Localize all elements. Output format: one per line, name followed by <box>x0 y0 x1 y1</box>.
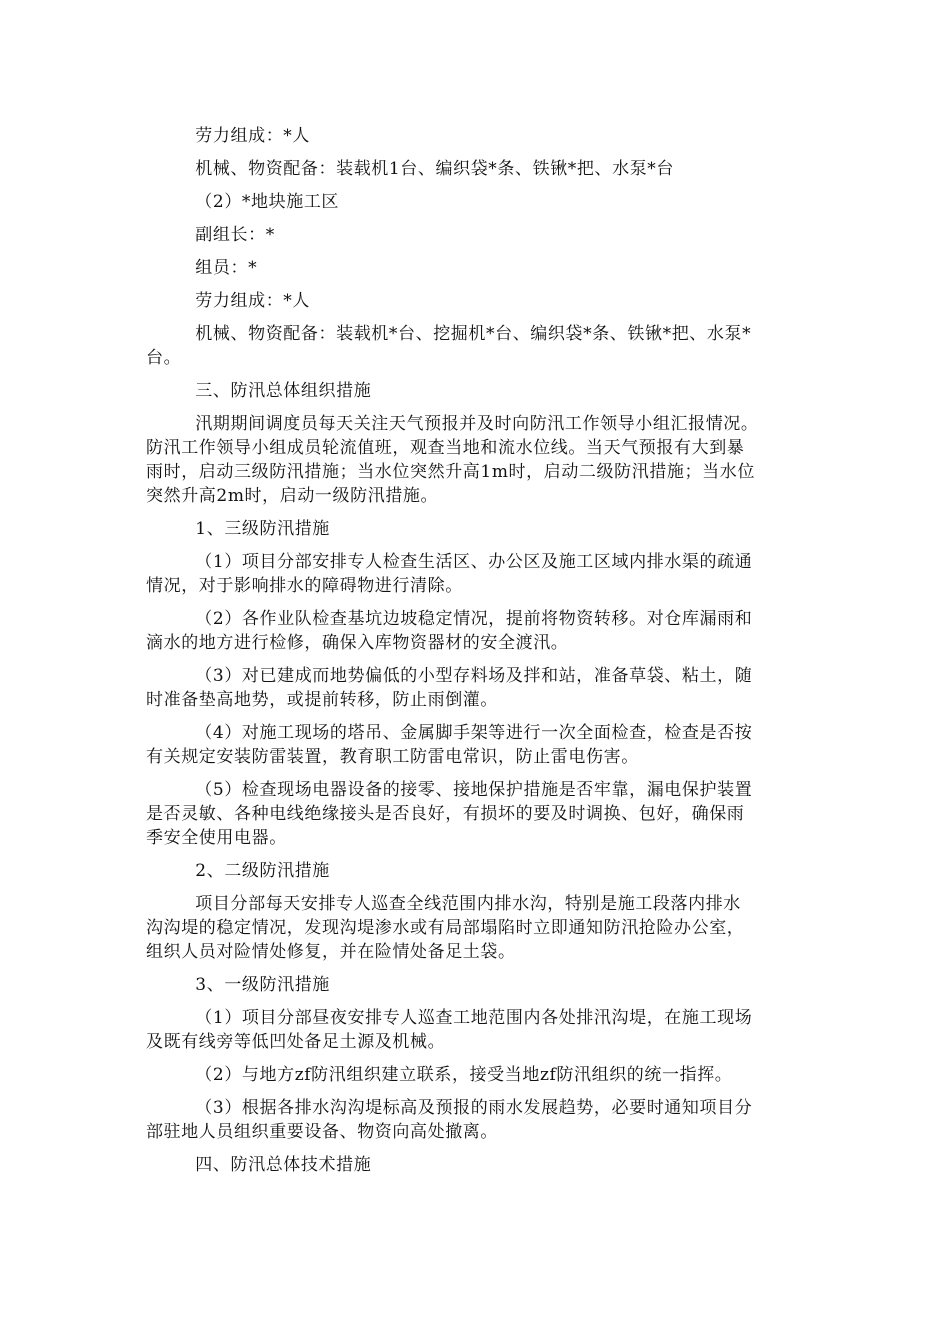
text-line: 及既有线旁等低凹处备足土源及机械。 <box>146 1032 446 1052</box>
paragraph <box>146 550 812 598</box>
text-line: 突然升高2m时，启动一级防汛措施。 <box>146 486 439 506</box>
text-line: （1）项目分部昼夜安排专人巡查工地范围内各处排汛沟堤，在施工现场 <box>195 1008 753 1028</box>
text-line: 机械、物资配备：装载机*台、挖掘机*台、编织袋*条、铁锹*把、水泵* <box>195 324 752 344</box>
paragraph <box>146 1096 812 1144</box>
paragraph <box>146 1006 812 1054</box>
text-line: 2、二级防汛措施 <box>195 861 330 881</box>
paragraph <box>146 859 812 883</box>
text-line: 1、三级防汛措施 <box>195 519 330 539</box>
paragraph <box>146 223 812 247</box>
text-line: 机械、物资配备：装载机1台、编织袋*条、铁锹*把、水泵*台 <box>195 159 675 179</box>
paragraph <box>146 379 812 403</box>
text-line: （2）与地方zf防汛组织建立联系，接受当地zf防汛组织的统一指挥。 <box>195 1065 733 1085</box>
text-line: 情况，对于影响排水的障碍物进行清除。 <box>146 576 463 596</box>
paragraph <box>146 322 812 370</box>
text-line: 沟沟堤的稳定情况，发现沟堤渗水或有局部塌陷时立即通知防汛抢险办公室， <box>146 918 745 938</box>
text-line: 雨时，启动三级防汛措施；当水位突然升高1m时，启动二级防汛措施；当水位 <box>146 462 755 482</box>
text-line: 副组长：* <box>195 225 275 245</box>
paragraph <box>146 124 812 148</box>
paragraph <box>146 664 812 712</box>
text-line: 三、防汛总体组织措施 <box>195 381 372 401</box>
text-line: （2）各作业队检查基坑边坡稳定情况，提前将物资转移。对仓库漏雨和 <box>195 609 753 629</box>
text-line: 劳力组成：*人 <box>195 126 310 146</box>
paragraph <box>146 157 812 181</box>
text-line: （3）根据各排水沟沟堤标高及预报的雨水发展趋势，必要时通知项目分 <box>195 1098 753 1118</box>
paragraph <box>146 721 812 769</box>
text-line: 季安全使用电器。 <box>146 828 287 848</box>
document-page <box>146 124 812 1186</box>
paragraph <box>146 1063 812 1087</box>
text-line: 四、防汛总体技术措施 <box>195 1155 372 1175</box>
text-line: 组员：* <box>195 258 258 278</box>
text-line: （4）对施工现场的塔吊、金属脚手架等进行一次全面检查，检查是否按 <box>195 723 753 743</box>
paragraph <box>146 190 812 214</box>
paragraph <box>146 892 812 964</box>
paragraph <box>146 256 812 280</box>
paragraph <box>146 607 812 655</box>
text-line: 组织人员对险情处修复，并在险情处备足土袋。 <box>146 942 516 962</box>
paragraph <box>146 778 812 850</box>
paragraph <box>146 1153 812 1177</box>
text-line: （3）对已建成而地势偏低的小型存料场及拌和站，准备草袋、粘土，随 <box>195 666 753 686</box>
paragraph <box>146 412 812 508</box>
text-line: （1）项目分部安排专人检查生活区、办公区及施工区域内排水渠的疏通 <box>195 552 753 572</box>
text-line: 3、一级防汛措施 <box>195 975 330 995</box>
text-line: 滴水的地方进行检修，确保入库物资器材的安全渡汛。 <box>146 633 569 653</box>
text-line: 部驻地人员组织重要设备、物资向高处撤离。 <box>146 1122 498 1142</box>
text-line: （5）检查现场电器设备的接零、接地保护措施是否牢靠，漏电保护装置 <box>195 780 753 800</box>
text-line: 汛期期间调度员每天关注天气预报并及时向防汛工作领导小组汇报情况。 <box>195 414 759 434</box>
text-line: 时准备垫高地势，或提前转移，防止雨倒灌。 <box>146 690 498 710</box>
text-line: 是否灵敏、各种电线绝缘接头是否良好，有损坏的要及时调换、包好，确保雨 <box>146 804 745 824</box>
text-line: 劳力组成：*人 <box>195 291 310 311</box>
text-line: 项目分部每天安排专人巡查全线范围内排水沟，特别是施工段落内排水 <box>195 894 741 914</box>
text-line: 有关规定安装防雷装置，教育职工防雷电常识，防止雷电伤害。 <box>146 747 639 767</box>
paragraph <box>146 289 812 313</box>
text-line: 防汛工作领导小组成员轮流值班，观查当地和流水位线。当天气预报有大到暴 <box>146 438 745 458</box>
paragraph <box>146 517 812 541</box>
text-line: 台。 <box>146 348 182 368</box>
text-line: （2）*地块施工区 <box>195 192 340 212</box>
paragraph <box>146 973 812 997</box>
